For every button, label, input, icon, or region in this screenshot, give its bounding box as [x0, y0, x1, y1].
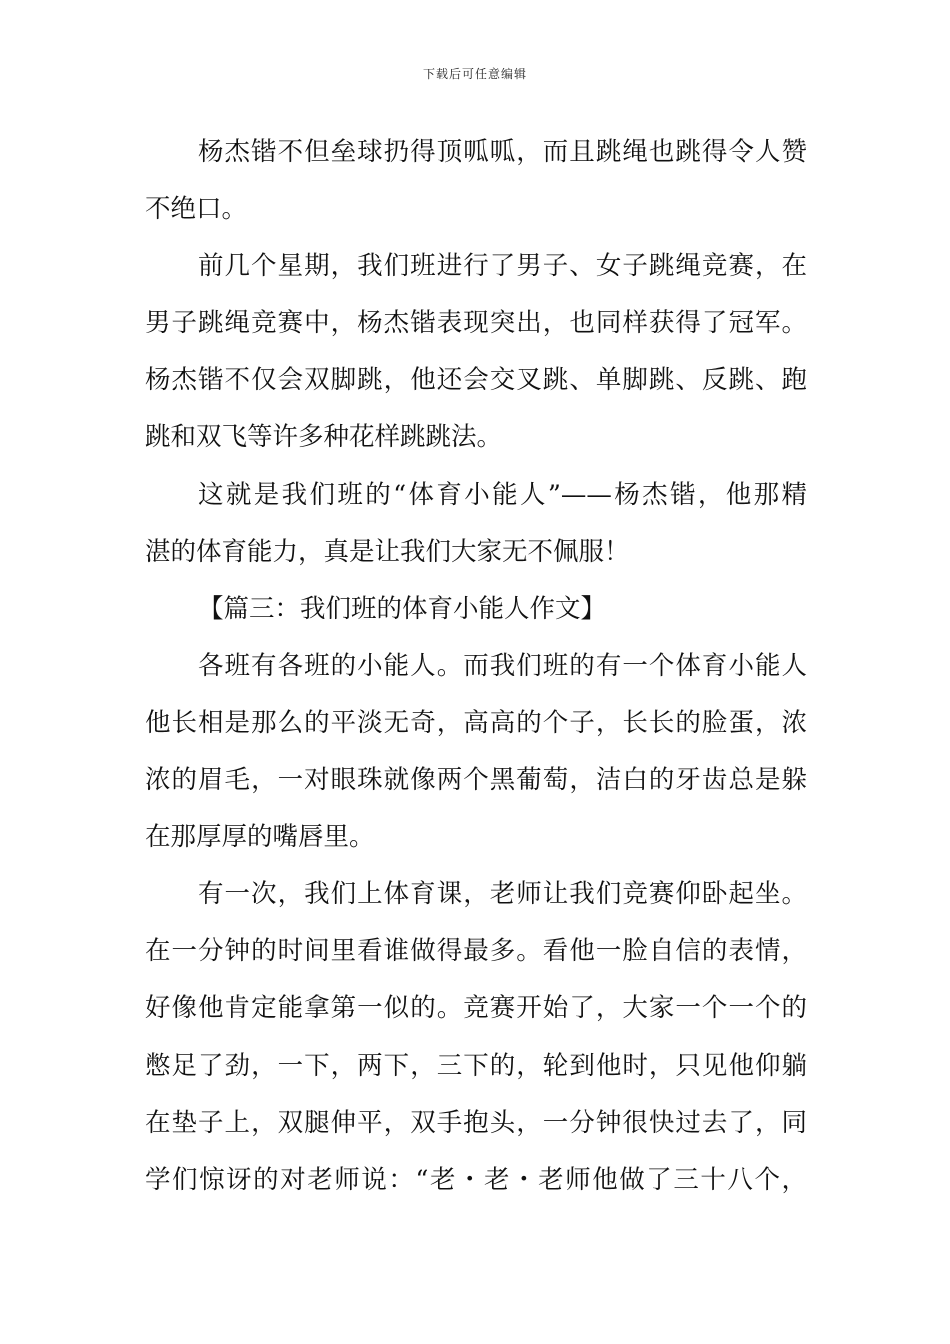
essay-line: 在一分钟的时间里看谁做得最多。看他一脸自信的表情， — [145, 936, 807, 967]
essay-line: 各班有各班的小能人。而我们班的有一个体育小能人 — [198, 650, 807, 681]
essay-body — [145, 124, 807, 1209]
essay-line: 杨杰锴不但垒球扔得顶呱呱，而且跳绳也跳得令人赞 — [198, 137, 807, 167]
essay-line: 男子跳绳竞赛中，杨杰锴表现突出，也同样获得了冠军。 — [145, 308, 807, 339]
essay-line: 前几个星期，我们班进行了男子、女子跳绳竞赛，在 — [198, 251, 807, 282]
essay-line: 在那厚厚的嘴唇里。 — [145, 822, 375, 853]
essay-line: 不绝口。 — [145, 194, 248, 225]
essay-line: 有一次，我们上体育课，老师让我们竞赛仰卧起坐。 — [198, 879, 807, 910]
essay-line: 湛的体育能力，真是让我们大家无不佩服！ — [145, 536, 630, 567]
essay-line: 憋足了劲，一下，两下，三下的，轮到他时，只见他仰躺 — [145, 1050, 807, 1081]
section-heading: 【篇三：我们班的体育小能人作文】 — [198, 593, 607, 624]
essay-line: 这就是我们班的“体育小能人”——杨杰锴，他那精 — [198, 479, 807, 510]
essay-line: 跳和双飞等许多种花样跳跳法。 — [145, 422, 503, 453]
essay-line: 在垫子上，双腿伸平，双手抱头，一分钟很快过去了，同 — [145, 1107, 807, 1138]
essay-line: 他长相是那么的平淡无奇，高高的个子，长长的脸蛋，浓 — [145, 707, 807, 738]
essay-line: 好像他肯定能拿第一似的。竞赛开始了，大家一个一个的 — [145, 993, 807, 1024]
essay-line: 浓的眉毛，一对眼珠就像两个黑葡萄，洁白的牙齿总是躲 — [145, 765, 807, 796]
page-header: 下载后可任意编辑 — [422, 67, 527, 81]
essay-line: 学们惊讶的对老师说：“老・老・老师他做了三十八个， — [145, 1164, 807, 1195]
essay-line: 杨杰锴不仅会双脚跳，他还会交叉跳、单脚跳、反跳、跑 — [145, 365, 807, 396]
